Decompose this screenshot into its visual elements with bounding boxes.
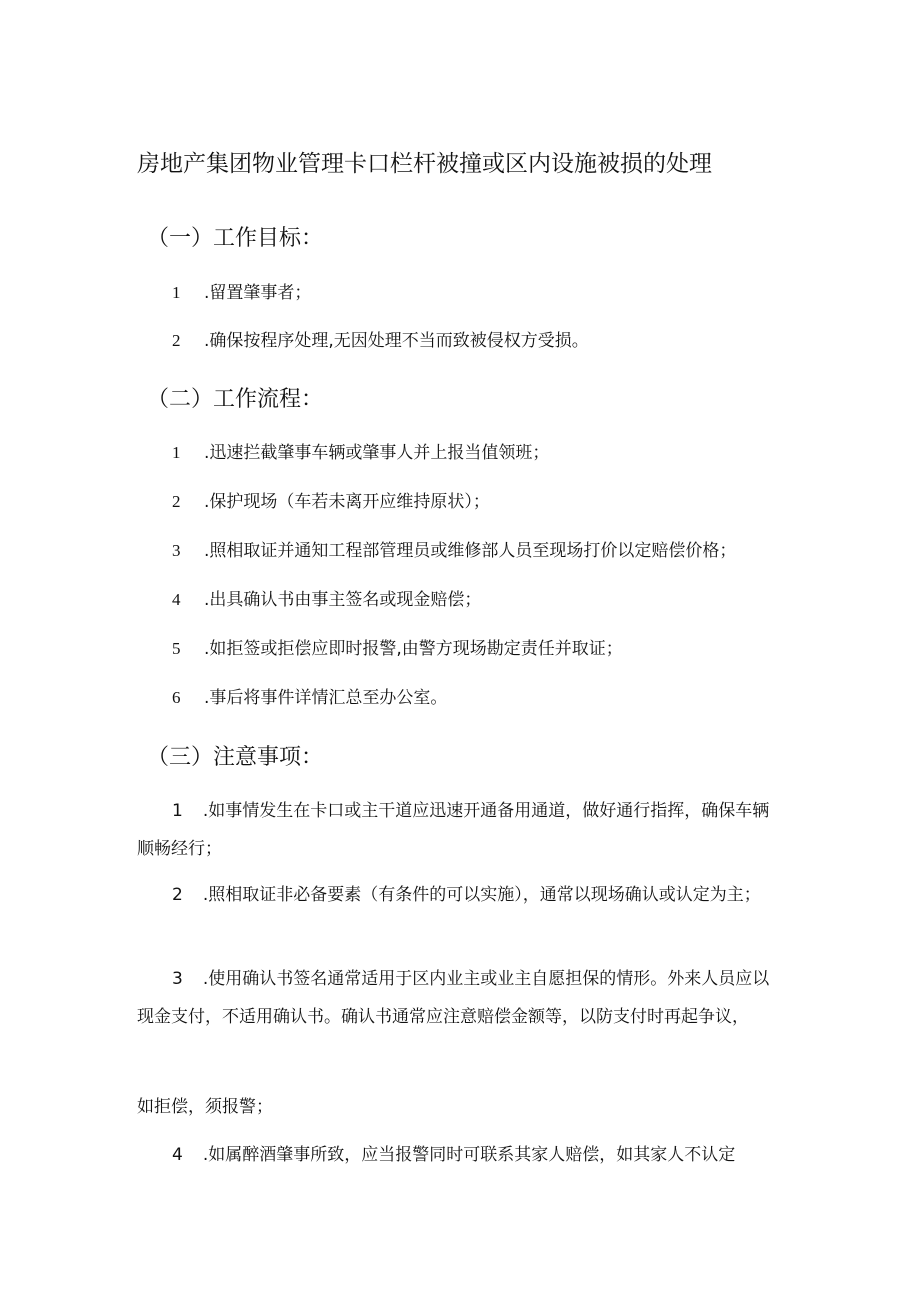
section-heading-goals: （一）工作目标： [147, 226, 324, 251]
list-item [172, 281, 311, 305]
item-text: .照相取证并通知工程部管理员或维修部人员至现场打价以定赔偿价格； [204, 541, 737, 561]
item-text: .如拒签或拒偿应即时报警,由警方现场勘定责任并取证； [204, 639, 623, 659]
note-paragraph [137, 960, 785, 1036]
note-paragraph [137, 792, 785, 868]
item-text: .留置肇事者； [204, 283, 312, 303]
item-number: 4 [172, 1145, 183, 1165]
item-number: 3 [172, 969, 183, 989]
item-text: .确保按程序处理,无因处理不当而致被侵权方受损。 [204, 331, 589, 351]
section-heading-notes: （三）注意事项： [147, 745, 324, 770]
item-text: .使用确认书签名通常适用于区内业主或业主自愿担保的情形。外来人员应以现金支付，不适用确认书。确认书通常应注意赔偿金额等，以防支付时再起争议， [137, 969, 770, 1027]
list-item [172, 329, 589, 353]
list-item [172, 441, 549, 465]
item-number: 1 [172, 283, 181, 302]
item-number: 2 [172, 331, 181, 350]
item-number: 1 [172, 443, 181, 462]
item-text: .如事情发生在卡口或主干道应迅速开通备用通道，做好通行指挥，确保车辆顺畅经行； [137, 801, 770, 859]
note-paragraph [137, 876, 785, 914]
section-heading-process: （二）工作流程： [147, 387, 324, 412]
list-item [172, 588, 481, 612]
item-number: 1 [172, 801, 183, 821]
item-text: .事后将事件详情汇总至办公室。 [204, 688, 448, 708]
list-item [172, 539, 736, 563]
document-title: 房地产集团物业管理卡口栏杆被撞或区内设施被损的处理 [137, 151, 712, 177]
item-text: .迅速拦截肇事车辆或肇事人并上报当值领班； [204, 443, 550, 463]
item-number: 3 [172, 541, 181, 560]
item-number: 6 [172, 688, 181, 707]
item-number: 2 [172, 885, 183, 905]
item-text: .出具确认书由事主签名或现金赔偿； [204, 590, 482, 610]
list-item [172, 637, 623, 661]
list-item [172, 686, 447, 710]
note-paragraph [137, 1136, 785, 1174]
list-item [172, 490, 490, 514]
item-text: .照相取证非必备要素（有条件的可以实施），通常以现场确认或认定为主； [202, 885, 761, 905]
item-number: 5 [172, 639, 181, 658]
note-continuation: 如拒偿，须报警； [137, 1097, 273, 1117]
item-text: .如属醉酒肇事所致，应当报警同时可联系其家人赔偿，如其家人不认定 [202, 1145, 736, 1165]
item-text: .保护现场（车若未离开应维持原状）； [204, 492, 490, 512]
item-number: 4 [172, 590, 181, 609]
item-number: 2 [172, 492, 181, 511]
